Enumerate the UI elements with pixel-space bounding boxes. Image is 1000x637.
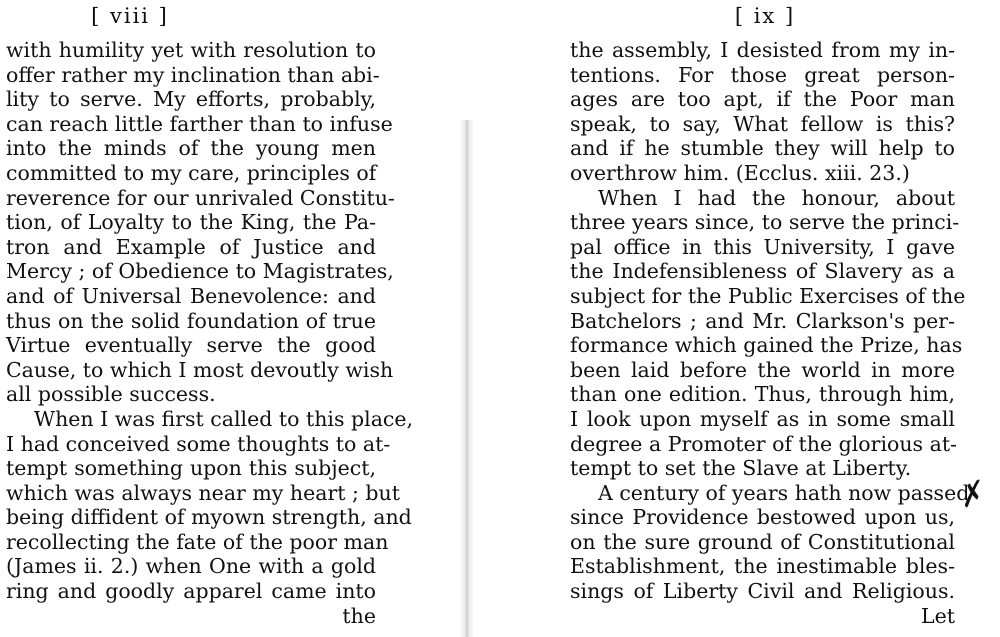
text-line: reverence for our unrivaled Constitu- <box>6 185 395 210</box>
text-line: been laid before the world in more <box>570 357 955 382</box>
text-line: degree a Promoter of the glorious at- <box>570 431 957 456</box>
text-line: recollecting the fate of the poor man <box>6 529 389 554</box>
catchword: Let <box>921 603 955 628</box>
text-line: committed to my care, principles of <box>6 160 377 185</box>
text-line: Virtue eventually serve the good <box>6 333 376 358</box>
text-line: overthrow him. (Ecclus. xiii. 23.) <box>570 160 910 185</box>
text-line: into the minds of the young men <box>6 136 376 161</box>
text-line: the assembly, I desisted from my in- <box>570 38 955 62</box>
text-line: ring and goodly apparel came into <box>6 579 376 604</box>
text-line: I had conceived some thoughts to at- <box>6 431 391 456</box>
text-line: since Providence bestowed upon us, <box>570 505 955 530</box>
text-line: thus on the solid foundation of true <box>6 308 376 333</box>
text-line: speak, to say, What fellow is this? <box>570 111 955 136</box>
text-line: Establishment, the inestimable bles- <box>570 554 955 579</box>
left-page <box>0 0 470 637</box>
text-line: Cause, to which I most devoutly wish <box>6 357 394 382</box>
text-line: which was always near my heart ; but <box>6 480 400 505</box>
text-line: the Indefensibleness of Slavery as a <box>570 259 955 284</box>
text-line: three years since, to serve the princi- <box>570 210 960 235</box>
text-line: subject for the Public Exercises of the <box>570 283 966 308</box>
text-line: tempt to set the Slave at Liberty. <box>570 456 912 481</box>
text-line: (James ii. 2.) when One with a gold <box>6 554 376 579</box>
paragraph-start-line: When I was first called to this place, <box>34 406 414 431</box>
left-page-text <box>6 38 414 628</box>
page-number-right: [ ix ] <box>734 4 796 28</box>
text-line: Batchelors ; and Mr. Clarkson's per- <box>570 308 955 333</box>
text-line: tron and Example of Justice and <box>6 234 376 259</box>
right-page-text <box>570 38 970 628</box>
text-line: with humility yet with resolution to <box>6 38 376 62</box>
text-line: and if he stumble they will help to <box>570 136 955 161</box>
text-line: than one edition. Thus, through him, <box>570 382 955 407</box>
text-line: being diffident of myown strength, and <box>6 505 412 530</box>
text-line: Mercy ; of Obedience to Magistrates, <box>6 259 394 284</box>
text-line: offer rather my inclination than abi- <box>6 62 380 87</box>
text-line: and of Universal Benevolence: and <box>6 283 376 308</box>
page-number-left: [ viii ] <box>91 4 169 28</box>
text-line: lity to serve. My efforts, probably, <box>6 87 376 112</box>
text-line: tempt something upon this subject, <box>6 456 376 481</box>
text-line: ages are too apt, if the Poor man <box>570 87 955 112</box>
text-line: all possible success. <box>6 382 216 407</box>
text-line: tion, of Loyalty to the King, the Pa- <box>6 210 376 235</box>
text-line: sings of Liberty Civil and Religious. <box>570 579 955 604</box>
paragraph-start-line: A century of years hath now passed <box>598 480 970 505</box>
text-line: can reach little farther than to infuse <box>6 111 393 136</box>
text-line: on the sure ground of Constitutional <box>570 529 955 554</box>
catchword: the <box>342 603 376 628</box>
margin-annotation-mark: ✗ <box>952 474 989 517</box>
text-line: I look upon myself as in some small <box>570 406 955 431</box>
text-line: formance which gained the Prize, has <box>570 333 963 358</box>
text-line: pal office in this University, I gave <box>570 234 955 259</box>
paragraph-start-line: When I had the honour, about <box>598 185 955 210</box>
text-line: tentions. For those great person- <box>570 62 955 87</box>
right-page <box>520 0 1000 637</box>
book-gutter <box>460 120 474 637</box>
